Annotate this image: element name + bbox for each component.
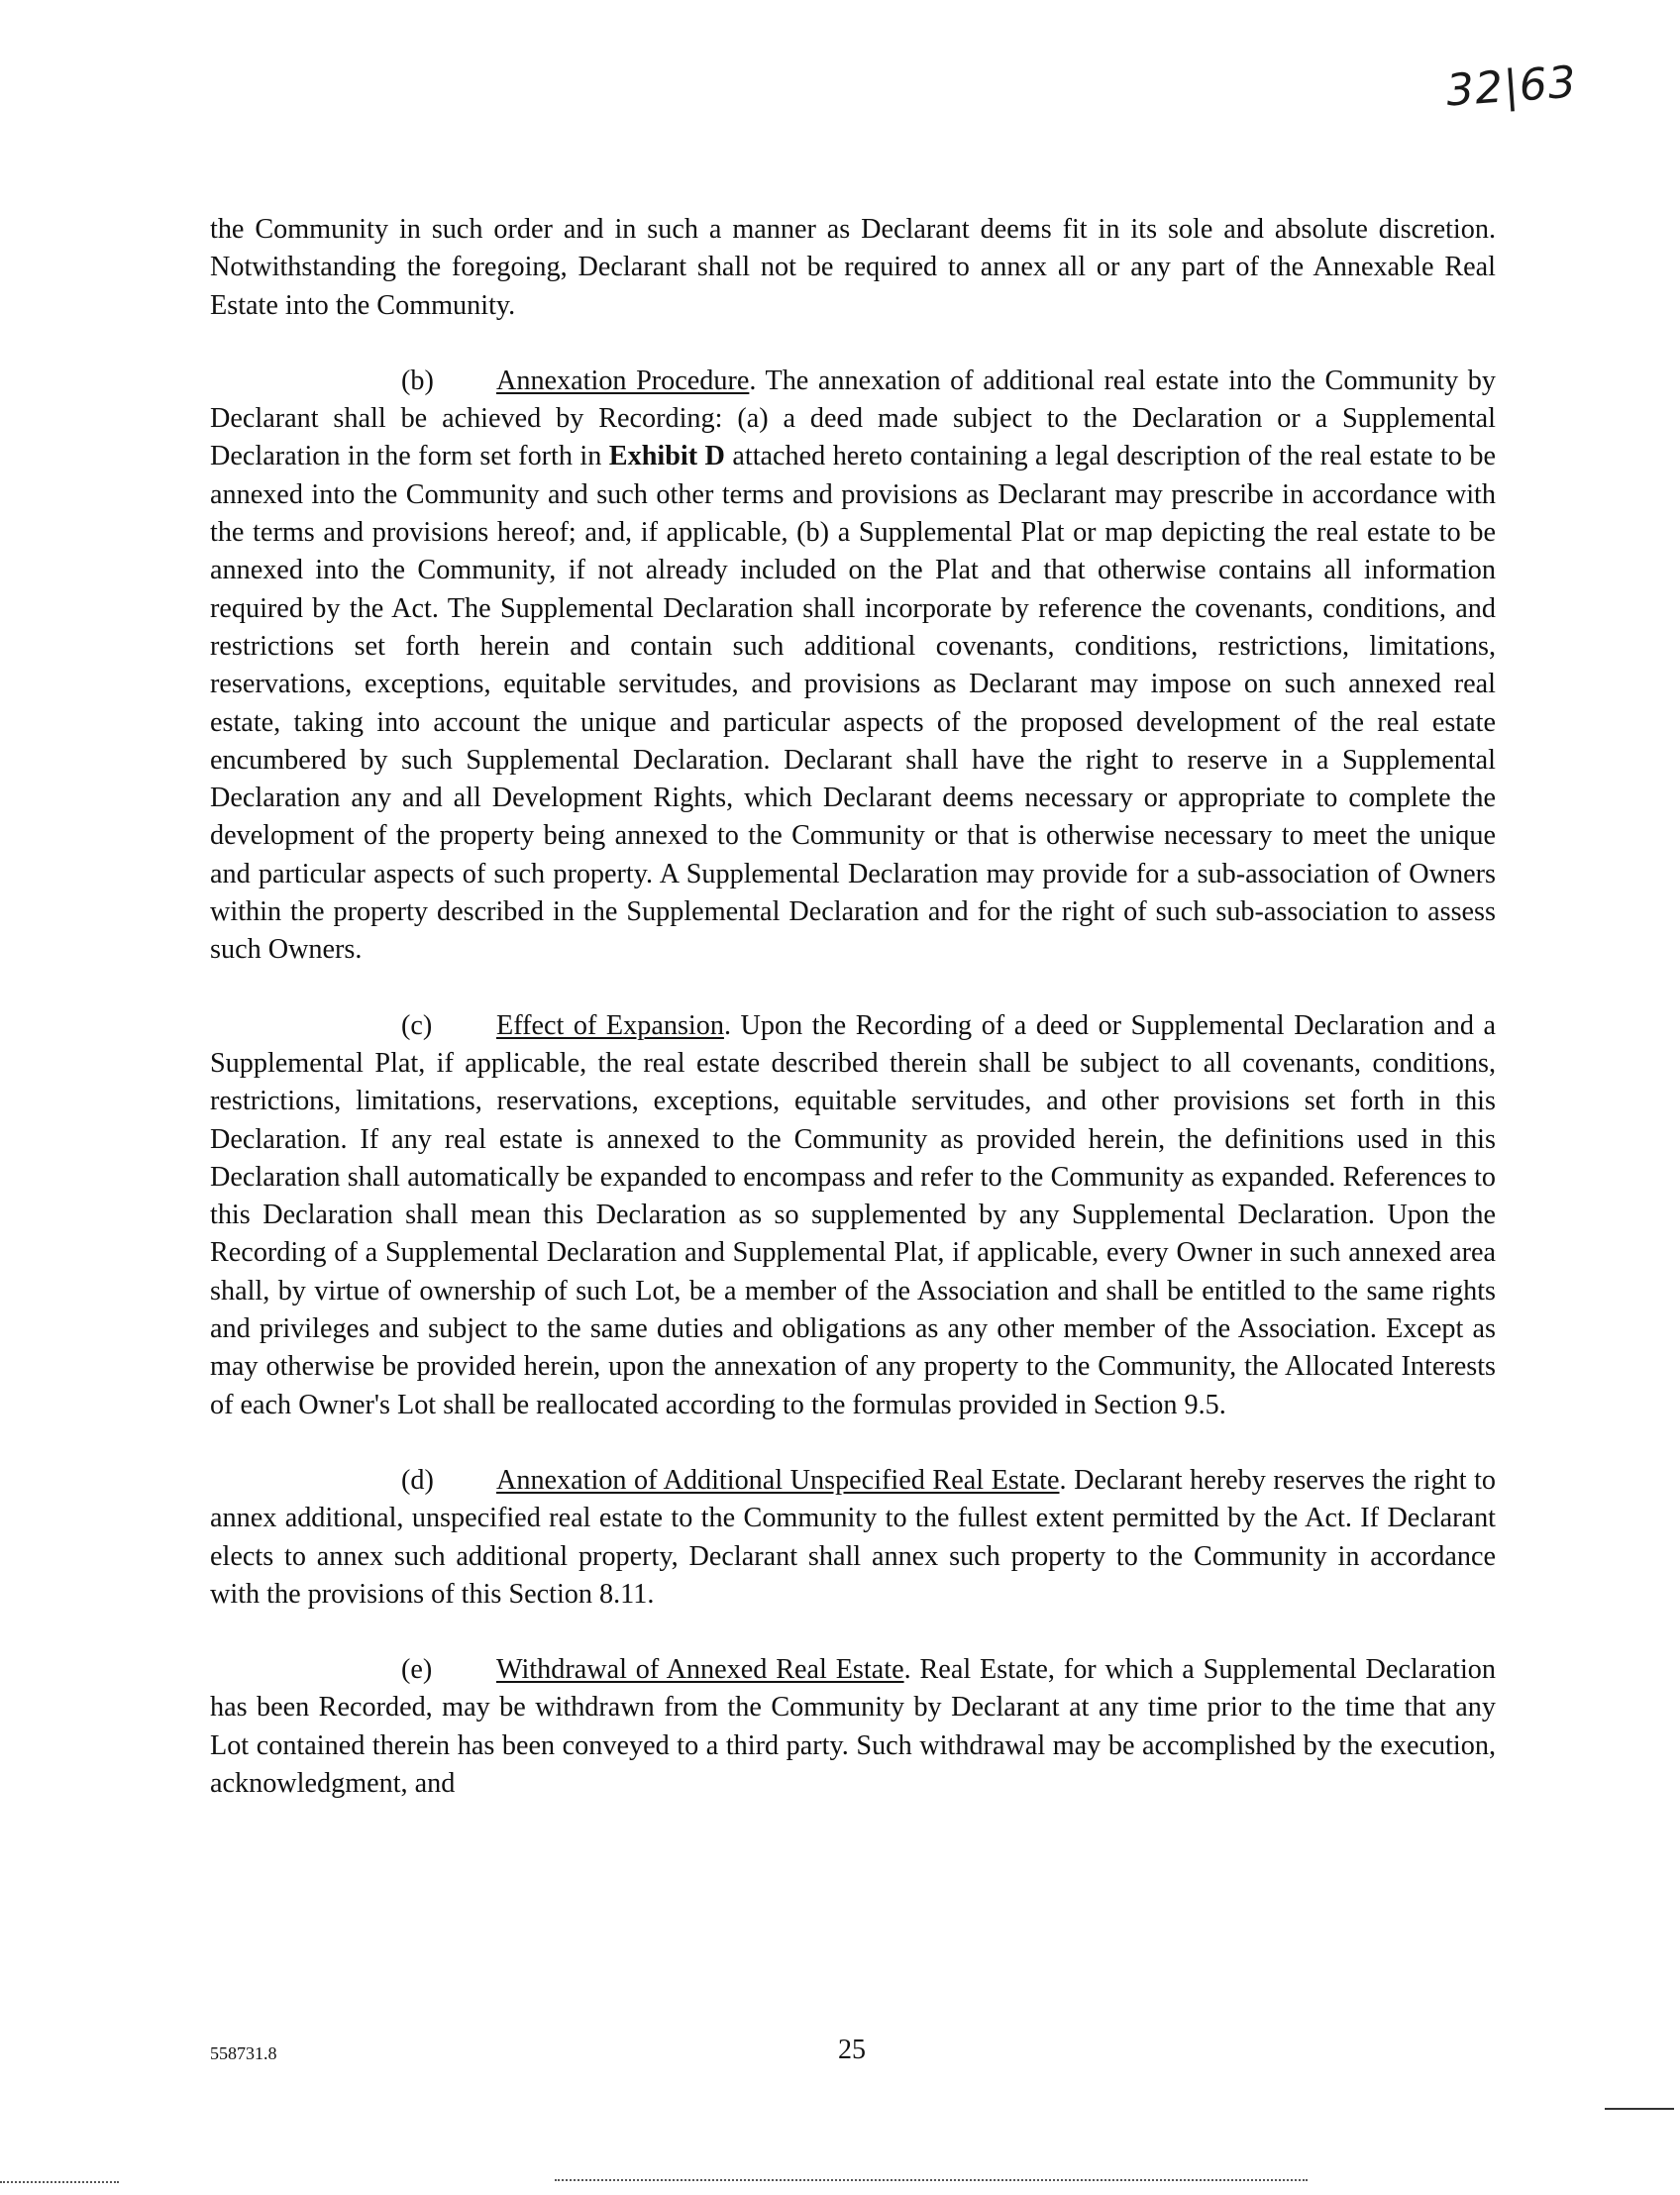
paragraph-text: . Real Estate, for which a Supplemental Declaration has been Recorded, may be withdrawn from the Community by Declarant at any time prior to the time that any Lot contained therein has been conveyed to a third party. Such withdrawal may be accomplished by the execution, acknowledgment, and <box>210 1654 1496 1799</box>
scan-artifact-line <box>555 2179 1308 2182</box>
scan-artifact-line <box>1605 2108 1674 2111</box>
paragraph-annexation-procedure <box>210 363 1496 970</box>
paragraph-text: . Declarant hereby reserves the right to annex additional, unspecified real estate to the Community to the fullest extent permitted by the Act. If Declarant elects to annex such additional property, Declarant shall annex such property to the Community in accordance with the provisions of this Section 8.11. <box>210 1464 1497 1610</box>
footer-document-id: 558731.8 <box>210 2043 277 2063</box>
paragraph-marker: (e) <box>401 1654 433 1686</box>
document-body <box>210 211 1496 1840</box>
section-heading: Annexation Procedure <box>496 365 750 396</box>
handwritten-page-count: 32|63 <box>1444 56 1579 117</box>
section-heading: Effect of Expansion <box>496 1009 724 1041</box>
paragraph-text: . The annexation of additional real estate into the Community by Declarant shall be achieved by Recording: (a) a deed made subject to the Declaration or a Supplemental Declaration in the form set forth in <box>210 365 1496 472</box>
paragraph-marker: (d) <box>401 1464 434 1496</box>
paragraph-text: . Upon the Recording of a deed or Supplemental Declaration and a Supplemental Plat, if applicable, the real estate described therein shall be subject to all covenants, conditions, restrictions, limitations, reservations, exceptions, equitable servitudes, and other provisions set forth in this Declaration. If any real estate is annexed to the Community as provided herein, the definitions used in this Declaration shall automatically be expanded to encompass and refer to the Community as expanded. References to this Declaration shall mean this Declaration as so supplemented by any Supplemental Declaration. Upon the Recording of a Supplemental Declaration and Supplemental Plat, if applicable, every Owner in such annexed area shall, by virtue of ownership of such Lot, be a member of the Association and shall be entitled to the same rights and privileges and subject to the same duties and obligations as any other member of the Association. Except as may otherwise be provided herein, upon the annexation of any property to the Community, the Allocated Interests of each Owner's Lot shall be reallocated according to the formulas provided in Section 9.5. <box>210 1009 1496 1420</box>
paragraph-text: attached hereto containing a legal description of the real estate to be annexed into the Community and such other terms and provisions as Declarant may prescribe in accordance with the terms and provisions hereof; and, if applicable, (b) a Supplemental Plat or map depicting the real estate to be annexed into the Community, if not already included on the Plat and that otherwise contains all information required by the Act. The Supplemental Declaration shall incorporate by reference the covenants, conditions, and restrictions set forth herein and contain such additional covenants, conditions, restrictions, limitations, reservations, exceptions, equitable servitudes, and provisions as Declarant may impose on such annexed real estate, taking into account the unique and particular aspects of the proposed development of the real estate encumbered by such Supplemental Declaration. Declarant shall have the right to reserve in a Supplemental Declaration any and all Development Rights, which Declarant deems necessary or appropriate to complete the development of the property being annexed to the Community or that is otherwise necessary to meet the unique and particular aspects of such property. A Supplemental Declaration may provide for a sub-association of Owners within the property described in the Supplemental Declaration and for the right of such sub-association to assess such Owners. <box>210 441 1496 966</box>
section-heading: Withdrawal of Annexed Real Estate <box>496 1654 904 1686</box>
scan-artifact-line <box>0 2181 119 2184</box>
paragraph-marker: (b) <box>401 365 434 396</box>
section-heading: Annexation of Additional Unspecified Real Estate <box>496 1464 1060 1496</box>
paragraph-effect-of-expansion <box>210 1007 1496 1424</box>
paragraph-marker: (c) <box>401 1009 433 1041</box>
paragraph-additional-unspecified <box>210 1462 1496 1614</box>
paragraph-text: the Community in such order and in such a manner as Declarant deems fit in its sole and absolute discretion. Notwithstanding the foregoing, Declarant shall not be required to annex all or any part of the Annexable Real Estate into the Community. <box>210 214 1496 321</box>
paragraph-withdrawal <box>210 1651 1496 1803</box>
footer-page-number: 25 <box>838 2035 866 2065</box>
paragraph-continuation <box>210 211 1496 325</box>
exhibit-reference: Exhibit D <box>608 441 725 472</box>
